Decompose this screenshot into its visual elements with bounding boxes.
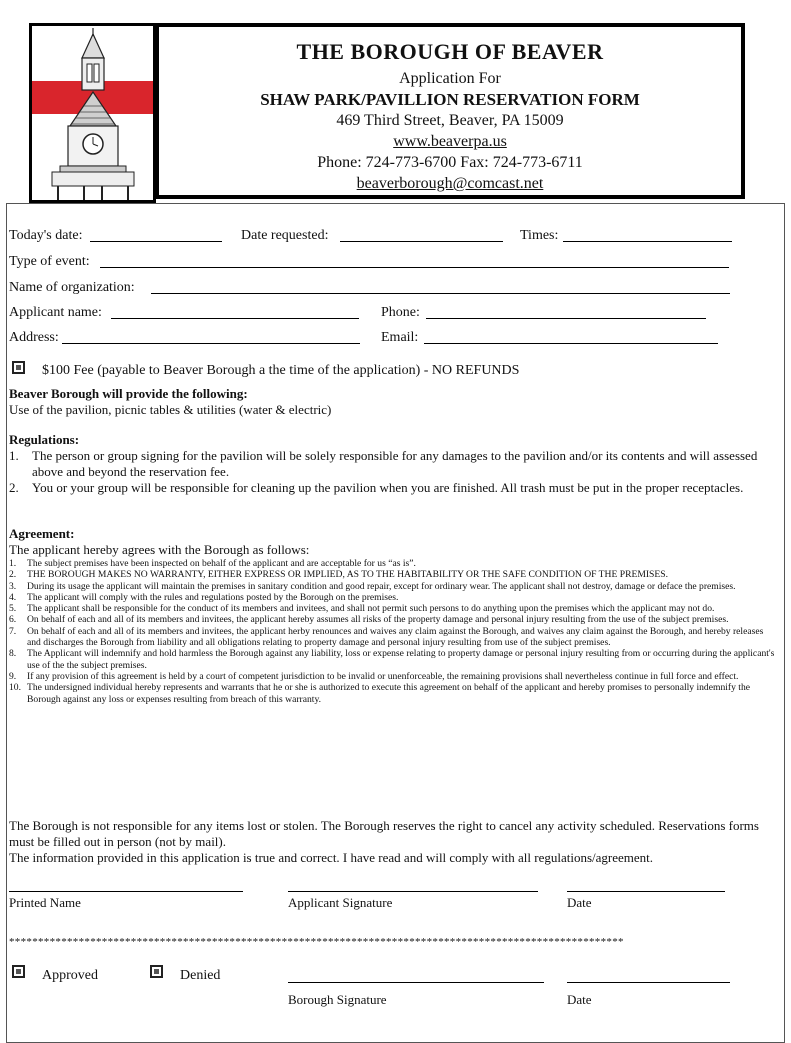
closing-section [9, 818, 779, 866]
regulations-list [9, 448, 769, 496]
regulations-heading: Regulations: [9, 432, 80, 447]
printed-name-line[interactable] [9, 891, 243, 892]
regulations-section [9, 432, 769, 496]
applicant-name-label: Applicant name: [9, 305, 102, 320]
clock-tower-icon [32, 26, 153, 200]
list-item-number: 7. [9, 625, 17, 637]
date-requested-field[interactable] [340, 241, 503, 242]
header-box [155, 23, 745, 199]
form-name: SHAW PARK/PAVILLION RESERVATION FORM [260, 90, 640, 109]
list-item-text: The person or group signing for the pavilion will be solely responsible for any damages to the pavilion and/or its contents and will assessed above and beyond the reservation fee. [32, 448, 758, 479]
fee-checkbox[interactable] [12, 361, 25, 374]
list-item [9, 671, 779, 682]
approved-label: Approved [42, 968, 98, 983]
list-item-number: 8. [9, 648, 17, 660]
applicant-name-field[interactable] [111, 318, 359, 319]
applicant-signature-line[interactable] [288, 891, 538, 892]
applicant-signature-caption: Applicant Signature [288, 895, 393, 910]
list-item [9, 448, 769, 480]
separator-stars: ********************************************************************************************************** [9, 936, 624, 948]
times-label: Times: [520, 228, 559, 243]
denied-label: Denied [180, 968, 221, 983]
provide-text: Use of the pavilion, picnic tables & utilities (water & electric) [9, 402, 332, 417]
list-item-text: You or your group will be responsible for cleaning up the pavilion when you are finished. All trash must be put in the proper receptacles. [32, 480, 744, 495]
provide-heading: Beaver Borough will provide the following: [9, 386, 248, 401]
list-item-number: 5. [9, 603, 17, 615]
organization-label: Name of organization: [9, 280, 135, 295]
date-requested-label: Date requested: [241, 228, 329, 243]
list-item [9, 603, 779, 614]
list-item-number: 3. [9, 580, 17, 592]
list-item-text: The Applicant will indemnify and hold harmless the Borough against any liability, loss or expense relating to property damage or personal injury resulting from or occurring during the applicant's use of the the subject premises. [27, 648, 775, 671]
closing-paragraph-2: The information provided in this application is true and correct. I have read and will comply with all regulations/agreement. [9, 850, 654, 865]
todays-date-field[interactable] [90, 241, 222, 242]
list-item [9, 569, 779, 580]
list-item-text: On behalf of each and all of its members and invitees, the applicant hereby assumes all risks of the property damage and personal injury resulting from the use of the subject premises. [27, 614, 729, 626]
application-for: Application For [399, 70, 501, 87]
list-item-text: On behalf of each and all of its members and invitees, the applicant herby renounces and waives any claim against the Borough, and waives any claim against the Borough, and hereby releases and discharges the Borough from liability and all obligations relating to property damage and personal injury resulting from use of the subject premises. [27, 625, 764, 649]
type-of-event-label: Type of event: [9, 254, 90, 269]
email-label: Email: [381, 330, 419, 345]
email-link[interactable]: beaverborough@comcast.net [356, 175, 544, 192]
list-item [9, 581, 779, 592]
date-line[interactable] [567, 891, 725, 892]
address-label: Address: [9, 330, 59, 345]
list-item [9, 614, 779, 625]
list-item-text: The applicant shall be responsible for the conduct of its members and invitees, and shall not permit such persons to do anything upon the premises which the applicant may not do. [27, 603, 715, 615]
list-item [9, 480, 769, 496]
list-item-number: 1. [9, 558, 17, 569]
borough-title: THE BOROUGH OF BEAVER [296, 39, 604, 64]
website-link[interactable]: www.beaverpa.us [393, 133, 507, 150]
phone-field[interactable] [426, 318, 706, 319]
list-item [9, 626, 779, 649]
agreement-section [9, 526, 779, 705]
provide-section [9, 386, 779, 418]
organization-field[interactable] [151, 293, 730, 294]
phone-label: Phone: [381, 305, 420, 320]
closing-paragraph-1: The Borough is not responsible for any items lost or stolen. The Borough reserves the right to cancel any activity scheduled. Reservations forms must be filled out in person (not by mail). [9, 818, 759, 849]
list-item [9, 592, 779, 603]
borough-signature-line[interactable] [288, 982, 544, 983]
date2-line[interactable] [567, 982, 730, 983]
list-item-text: The subject premises have been inspected on behalf of the applicant and are acceptable for us “as is”. [27, 558, 416, 569]
list-item-number: 1. [9, 448, 19, 463]
printed-name-caption: Printed Name [9, 895, 81, 910]
borough-signature-caption: Borough Signature [288, 992, 387, 1007]
list-item-text: If any provision of this agreement is held by a court of competent jurisdiction to be invalid or unenforceable, the remaining provisions shall nevertheless continue in full force and effect. [27, 670, 739, 682]
times-field[interactable] [563, 241, 732, 242]
list-item-number: 9. [9, 670, 17, 682]
list-item-text: The undersigned individual hereby represents and warrants that he or she is authorized to execute this agreement on behalf of the applicant and hereby promises to personally indemnify the Borough against any loss or expenses resulting from breach of this warranty. [27, 682, 751, 705]
fee-text: $100 Fee (payable to Beaver Borough a the time of the application) - NO REFUNDS [42, 363, 520, 378]
date-caption: Date [567, 895, 592, 910]
borough-logo [29, 23, 156, 203]
list-item [9, 558, 779, 569]
agreement-list [9, 558, 779, 705]
list-item-text: THE BOROUGH MAKES NO WARRANTY, EITHER EXPRESS OR IMPLIED, AS TO THE HABITABILITY OR THE SAFE CONDITION OF THE PREMISES. [27, 569, 668, 581]
agreement-heading: Agreement: [9, 526, 75, 541]
list-item-number: 4. [9, 591, 17, 603]
phone-fax: Phone: 724-773-6700 Fax: 724-773-6711 [317, 154, 583, 171]
list-item-number: 10. [9, 682, 21, 694]
denied-checkbox[interactable] [150, 965, 163, 978]
approved-checkbox[interactable] [12, 965, 25, 978]
list-item-number: 2. [9, 480, 19, 495]
borough-address: 469 Third Street, Beaver, PA 15009 [336, 112, 564, 129]
list-item [9, 682, 779, 705]
date2-caption: Date [567, 992, 592, 1007]
list-item-text: The applicant will comply with the rules and regulations posted by the Borough on the premises. [27, 591, 399, 603]
list-item-text: During its usage the applicant will maintain the premises in sanitary condition and good repair, except for ordinary wear. The applicant shall not destroy, damage or deface the premises. [27, 580, 736, 592]
todays-date-label: Today's date: [9, 228, 83, 243]
email-field[interactable] [424, 343, 718, 344]
list-item-number: 6. [9, 614, 17, 626]
address-field[interactable] [62, 343, 360, 344]
list-item [9, 648, 779, 671]
type-of-event-field[interactable] [100, 267, 729, 268]
agreement-intro: The applicant hereby agrees with the Borough as follows: [9, 542, 310, 557]
list-item-number: 2. [9, 569, 17, 581]
